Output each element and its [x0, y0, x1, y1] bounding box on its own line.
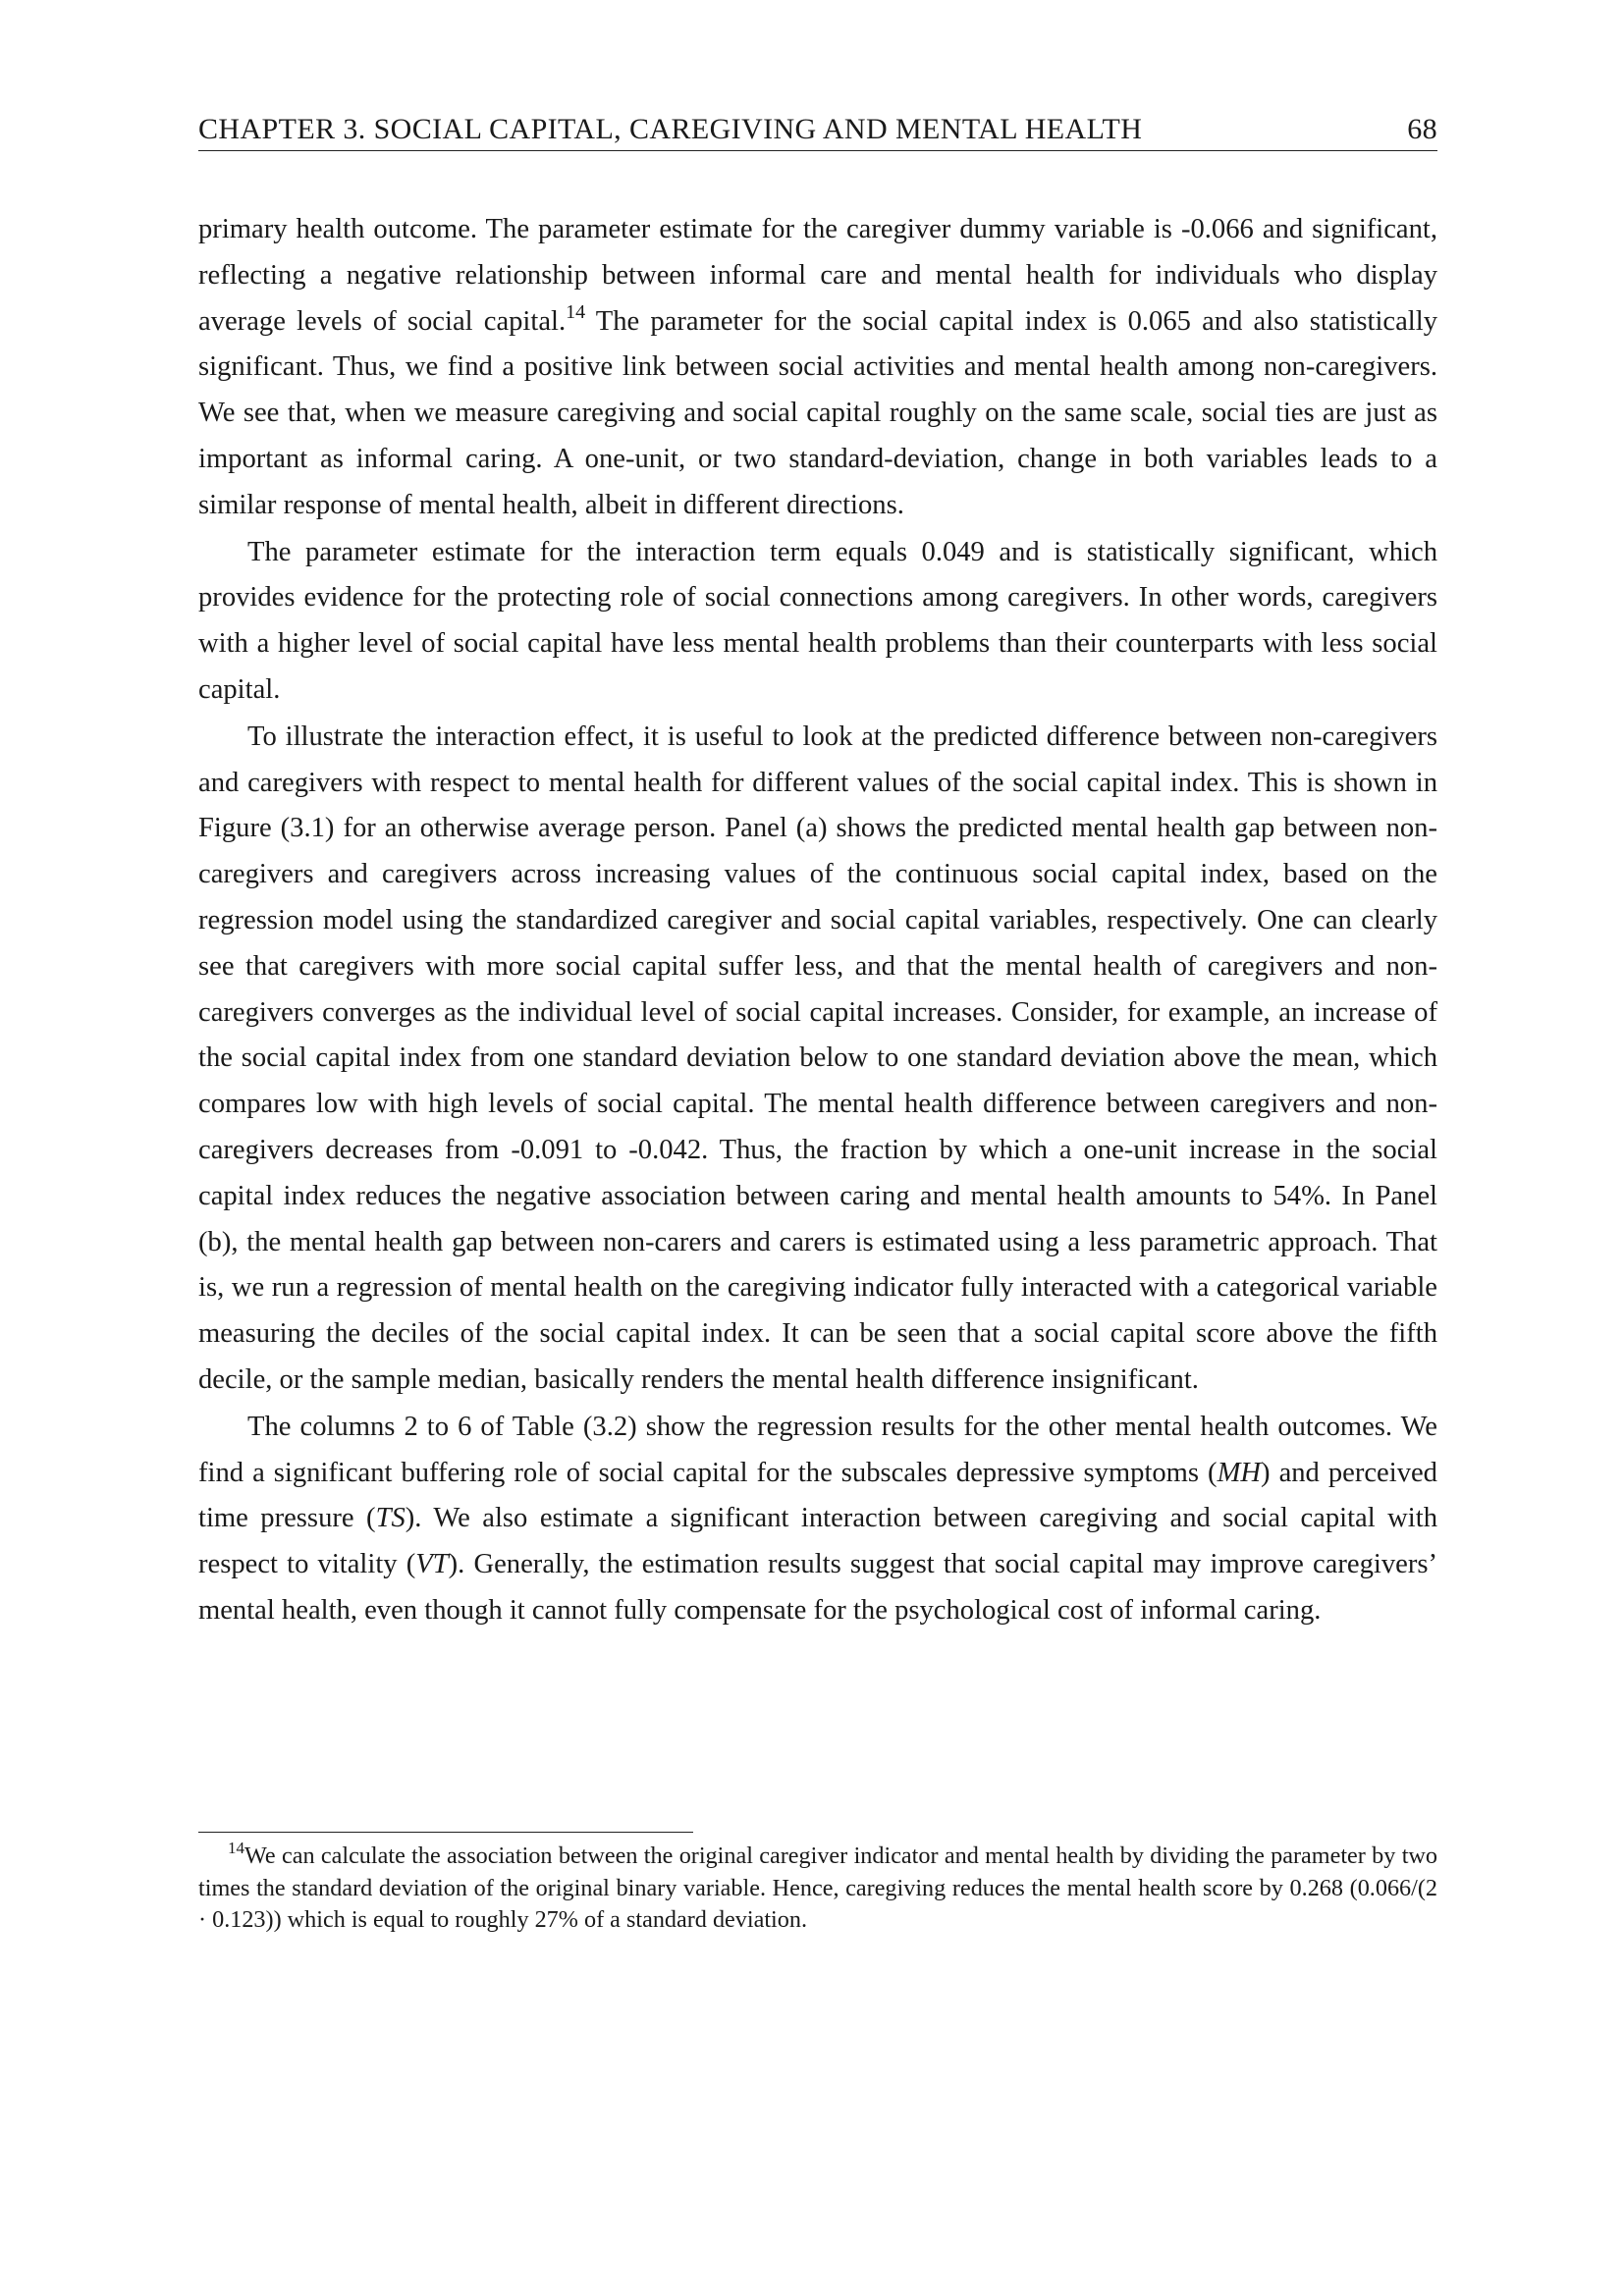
footnote-mark: 14 [228, 1839, 244, 1857]
math-symbol: VT [415, 1549, 449, 1580]
footnote [198, 1841, 1437, 1937]
chapter-title: CHAPTER 3. SOCIAL CAPITAL, CAREGIVING AND MENTAL HEALTH [198, 113, 1143, 145]
math-symbol: MH [1217, 1457, 1262, 1488]
paragraph: primary health outcome. The parameter estimate for the caregiver dummy variable is -0.066 and significant, reflecting a negative relationship between informal care and mental health for individuals who display average levels of social capital.$^{14}$ The parameter for the social capital index is 0.065 and also statistically significant. Thus, we find a positive link between social activities and mental health among non-caregivers. We see that, when we measure caregiving and social capital roughly on the same scale, social ties are just as important as informal caring. A one-unit, or two standard-deviation, change in both variables leads to a similar response of mental health, albeit in different directions. [198, 214, 1437, 520]
paragraph: To illustrate the interaction effect, it is useful to look at the predicted difference between non-caregivers and caregivers with respect to mental health for different values of the social capital index. This is shown in Figure (3.1) for an otherwise average person. Panel (a) shows the predicted mental health gap between non-caregivers and caregivers across increasing values of the continuous social capital index, based on the regression model using the standardized caregiver and social capital variables, respectively. One can clearly see that caregivers with more social capital suffer less, and that the mental health of caregivers and non-caregivers converges as the individual level of social capital increases. Consider, for example, an increase of the social capital index from one standard deviation below to one standard deviation above the mean, which compares low with high levels of social capital. The mental health difference between caregivers and non-caregivers decreases from -0.091 to -0.042. Thus, the fraction by which a one-unit increase in the social capital index reduces the negative association between caring and mental health amounts to 54%. In Panel (b), the mental health gap between non-carers and carers is estimated using a less parametric approach. That is, we run a regression of mental health on the caregiving indicator fully interacted with a categorical variable measuring the deciles of the social capital index. It can be seen that a social capital score above the fifth decile, or the sample median, basically renders the mental health difference insignificant. [198, 721, 1437, 1395]
footnote-text: We can calculate the association between the original caregiver indicator and mental health by dividing the parameter by two times the standard deviation of the original binary variable. Hence, caregiving reduces the mental health score by 0.268 (0.066/(2 · 0.123)) which is equal to roughly 27% of a standard deviation. [198, 1842, 1437, 1934]
math-symbol: TS [375, 1503, 406, 1534]
footnote-divider [198, 1832, 693, 1833]
paragraph: The parameter estimate for the interaction term equals 0.049 and is statistically significant, which provides evidence for the protecting role of social connections among caregivers. In other words, caregivers with a higher level of social capital have less mental health problems than their counterparts with less social capital. [198, 536, 1437, 705]
footnote-reference[interactable]: 14 [566, 300, 586, 323]
paragraph: The columns 2 to 6 of Table (3.2) show the regression results for the other mental health outcomes. We find a significant buffering role of social capital for the subscales depressive symptoms (MH) and perceived time pressure (TS). We also estimate a significant interaction between caregiving and social capital with respect to vitality (VT). Generally, the estimation results suggest that social capital may improve caregivers’ mental health, even though it cannot fully compensate for the psychological cost of informal caring. [198, 1411, 1437, 1626]
body-text [198, 207, 1437, 1635]
running-header [198, 106, 1437, 151]
page-number: 68 [1407, 113, 1437, 145]
